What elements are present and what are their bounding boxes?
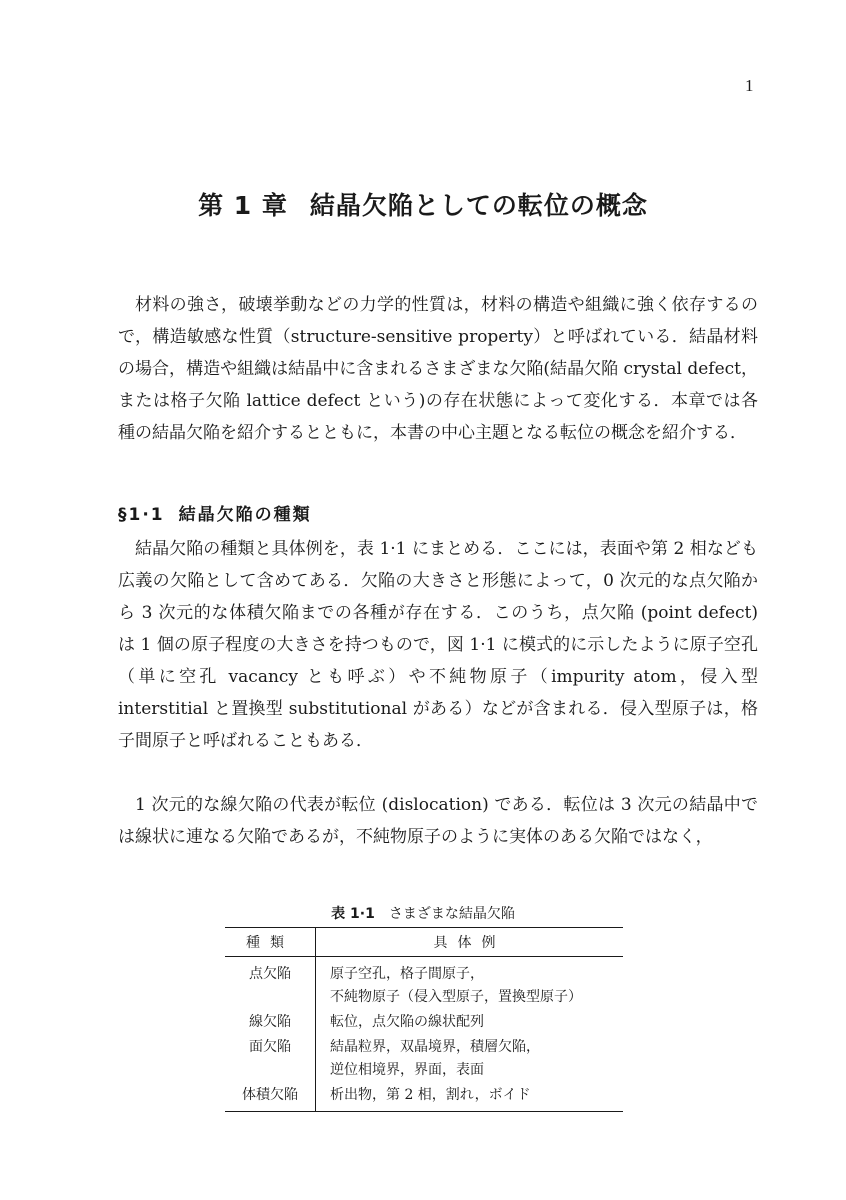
header-examples: 具体例 [316, 928, 624, 957]
intro-paragraph: 材料の強さ，破壊挙動などの力学的性質は，材料の構造や組織に強く依存するので，構造敏感な性質（structure-sensitive property）と呼ばれている．結晶材料の場合，構造や組織は結晶中に含まれるさまざまな欠陥(結晶欠陥 crystal defect，または格子欠陥 lattice defect という)の存在状態によって変化する．本章では各種の結晶欠陥を紹介するとともに，本書の中心主題となる転位の概念を紹介する． [118, 295, 758, 443]
defect-type: 点欠陥 [225, 957, 316, 1011]
chapter-name: 結晶欠陥としての転位の概念 [309, 191, 648, 220]
example-line: 転位，点欠陥の線状配列 [330, 1014, 484, 1030]
example-line: 析出物，第 2 相，割れ，ボイド [330, 1087, 531, 1103]
example-line: 不純物原子（侵入型原子，置換型原子） [330, 989, 582, 1005]
table-caption-text: さまざまな結晶欠陥 [388, 906, 515, 922]
defect-examples [316, 957, 624, 1011]
header-type: 種類 [225, 928, 316, 957]
table-row [225, 1083, 623, 1112]
defect-type: 面欠陥 [225, 1035, 316, 1083]
section-paragraph-2: 1 次元的な線欠陥の代表が転位 (dislocation) である．転位は 3 次元の結晶中では線状に連なる欠陥であるが，不純物原子のように実体のある欠陥ではなく， [118, 795, 758, 847]
defect-type: 線欠陥 [225, 1010, 316, 1035]
table-label: 表 1·1 [331, 906, 375, 922]
defect-table [225, 927, 623, 1112]
table-header-row [225, 928, 623, 957]
table-row [225, 1035, 623, 1083]
defect-type: 体積欠陥 [225, 1083, 316, 1112]
example-line: 逆位相境界，界面，表面 [330, 1062, 484, 1078]
example-line: 原子空孔，格子間原子， [330, 966, 484, 982]
section-paragraph-1: 結晶欠陥の種類と具体例を，表 1·1 にまとめる．ここには，表面や第 2 相なども広義の欠陥として含めてある．欠陥の大きさと形態によって，0 次元的な点欠陥から 3 次元的な体積欠陥までの各種が存在する．このうち，点欠陥 (point defect) は 1 個の原子程度の大きさを持つもので，図 1·1 に模式的に示したように原子空孔（単に空孔 vacancy とも呼ぶ）や不純物原子（impurity atom，侵入型 interstitial と置換型 substitutional がある）などが含まれる．侵入型原子は，格子間原子と呼ばれることもある． [118, 539, 758, 751]
table-row [225, 1010, 623, 1035]
defect-examples [316, 1035, 624, 1083]
chapter-number: 第 1 章 [198, 191, 288, 220]
table-row [225, 957, 623, 1011]
page-number: 1 [745, 76, 754, 95]
example-line: 結晶粒界，双晶境界，積層欠陥， [330, 1039, 540, 1055]
section-title: 結晶欠陥の種類 [178, 505, 312, 525]
chapter-title [0, 186, 846, 222]
section-number: §1·1 [118, 505, 165, 525]
defect-examples [316, 1083, 624, 1112]
defect-examples [316, 1010, 624, 1035]
section-heading [118, 500, 312, 525]
table-caption [0, 903, 846, 923]
